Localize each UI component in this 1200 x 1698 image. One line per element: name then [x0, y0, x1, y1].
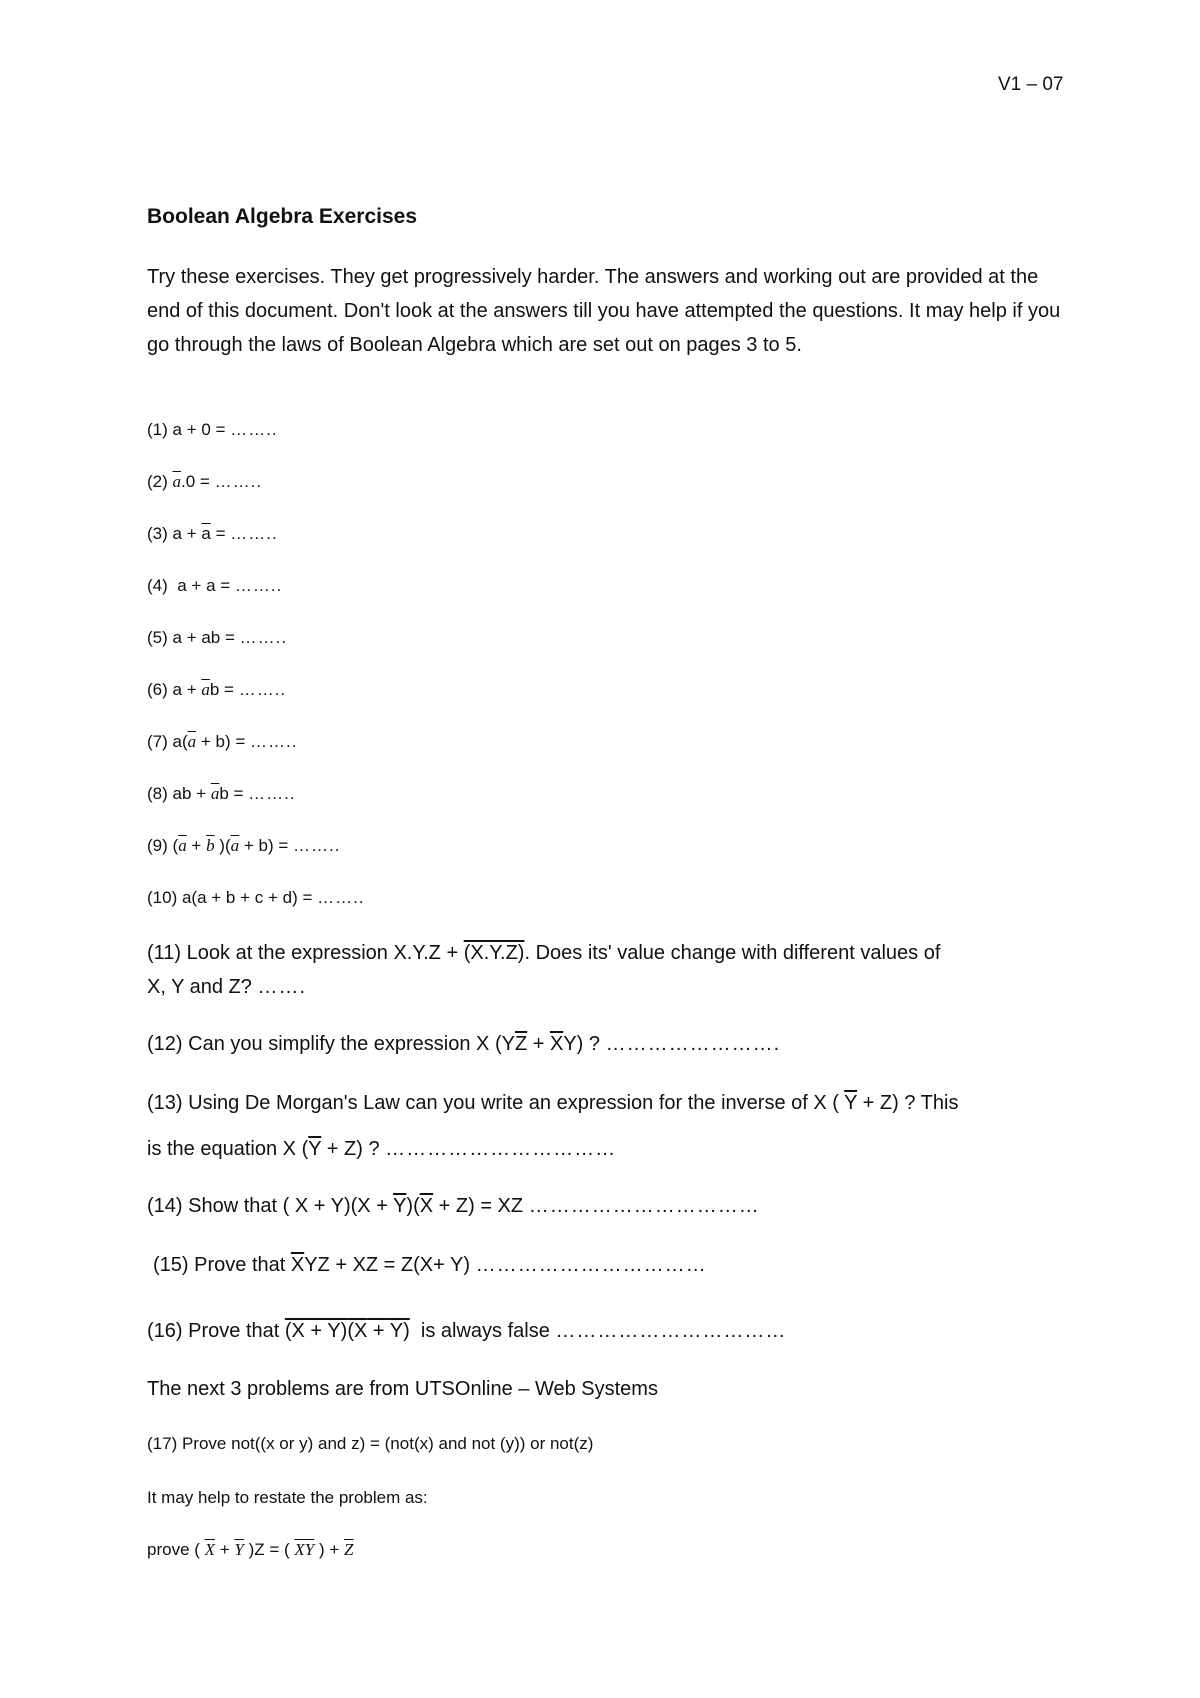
exercise-number: (13): [147, 1092, 183, 1114]
exercise-number: (17): [147, 1434, 178, 1453]
answer-blank: ……………………………: [475, 1254, 707, 1276]
restate-note: It may help to restate the problem as:: [147, 1488, 428, 1507]
exercise-number: (10): [147, 888, 178, 907]
expr-part: +: [186, 836, 207, 855]
version-label: V1 – 07: [998, 74, 1064, 95]
exercise-expression: not((x or y) and z) = (not(x) and not (y)) or not(z): [231, 1434, 594, 1453]
x-bar: $\overline{X}$: [290, 1254, 305, 1276]
exercise-7: [147, 732, 297, 752]
answer-blank: ……..: [239, 628, 288, 647]
exercise-expression: a(: [172, 732, 188, 751]
exercise-text: Prove: [181, 1434, 227, 1453]
exercise-expression-rest: + b) =: [196, 732, 246, 751]
exercise-text: Prove that: [188, 1320, 280, 1342]
expr-part: + Z) ?: [321, 1138, 380, 1160]
b-bar: $\overline{b}$: [206, 836, 215, 855]
expr-part: +: [215, 1540, 235, 1559]
answer-blank: ……..: [230, 420, 278, 439]
next-problems-note: The next 3 problems are from UTSOnline – Web Systems: [147, 1378, 658, 1400]
exercise-number: (3): [147, 524, 168, 543]
exercise-10: [147, 888, 365, 908]
exercise-9: [147, 836, 340, 856]
exercise-expression: X.Y.Z +: [393, 942, 459, 964]
y-bar: $\overline{Y}$: [234, 1540, 244, 1559]
answer-blank: ……..: [230, 524, 278, 543]
exercise-6: [147, 680, 286, 700]
answer-blank: ……..: [250, 732, 298, 751]
expr-bar: (X + Y): [347, 1320, 410, 1342]
xy-bar: $\overline{XY}$: [294, 1540, 315, 1559]
expr-part: +: [367, 1320, 390, 1342]
exercise-expression-rest: =: [215, 524, 226, 543]
exercise-text: Look at the expression: [186, 942, 388, 964]
exercise-17: [147, 1434, 593, 1454]
page-title: Boolean Algebra Exercises: [147, 205, 418, 228]
exercise-expression-rest: b =: [219, 784, 244, 803]
expr-part: (: [172, 836, 179, 855]
y-bar: $\overline{Y}$: [308, 1138, 322, 1160]
exercise-text-tail: is always false: [420, 1320, 550, 1342]
exercise-expression: a +: [172, 680, 197, 699]
z-bar: $\overline{Z}$: [514, 1033, 528, 1055]
exercise-15: [153, 1254, 707, 1277]
answer-blank: ……..: [292, 836, 341, 855]
x-bar: X: [353, 1320, 368, 1342]
expr-part: ) +: [314, 1540, 345, 1559]
answer-blank: ……………………………: [555, 1320, 787, 1342]
x-bar: $\overline{X}$: [549, 1033, 564, 1055]
exercise-4: [147, 576, 282, 596]
expr-part: + Z) = XZ: [433, 1195, 524, 1217]
expr-bar: (X.Y.Z): [463, 942, 525, 964]
exercise-expression: a(a + b + c + d) =: [181, 888, 313, 907]
y-bar: Y: [389, 1320, 404, 1342]
expr-part: +: [527, 1033, 550, 1055]
exercise-13: [147, 1092, 958, 1115]
y-bar: $\overline{Y}$: [393, 1195, 407, 1217]
a-bar: $\overline{a}$: [201, 680, 210, 699]
prove-statement: [147, 1540, 354, 1560]
exercise-11-line2: [147, 976, 306, 999]
exercise-expression: .0 =: [181, 472, 210, 491]
exercise-1: [147, 420, 278, 440]
x-bar: $\overline{X}$: [419, 1195, 434, 1217]
exercise-number: (8): [147, 784, 168, 803]
a-bar: $\overline{a}$: [201, 524, 211, 543]
exercise-13-line2: [147, 1138, 616, 1161]
expr-bar: (X + Y): [284, 1320, 348, 1342]
answer-blank: ……..: [214, 472, 263, 491]
exercise-2: [147, 472, 262, 492]
exercise-3: [147, 524, 278, 544]
exercise-text: is the equation: [147, 1138, 278, 1160]
expr-part: Y) ?: [563, 1033, 600, 1055]
exercise-number: (6): [147, 680, 168, 699]
exercise-number: (11): [147, 942, 182, 964]
exercise-expression: ab +: [172, 784, 207, 803]
x-bar: $\overline{X}$: [204, 1540, 216, 1559]
answer-blank: ……..: [248, 784, 296, 803]
expr-part: + b) =: [239, 836, 289, 855]
exercise-number: (15): [153, 1254, 189, 1276]
a-bar: $\overline{a}$: [172, 472, 182, 491]
answer-blank: ……..: [234, 576, 283, 595]
a-bar: $\overline{a}$: [187, 732, 197, 751]
exercise-11: [147, 942, 940, 965]
exercise-number: (1): [147, 420, 168, 439]
exercise-expression: a + 0 =: [172, 420, 226, 439]
z-bar: $\overline{Z}$: [344, 1540, 354, 1559]
answer-blank: ……..: [238, 680, 287, 699]
exercise-5: [147, 628, 287, 648]
exercise-number: (4): [147, 576, 168, 595]
a-bar: $\overline{a}$: [178, 836, 187, 855]
exercise-number: (12): [147, 1033, 183, 1055]
exercise-number: (14): [147, 1195, 183, 1217]
exercise-expression: a + a =: [177, 576, 231, 595]
expr-part: X (: [282, 1138, 309, 1160]
exercise-text: Prove that: [194, 1254, 286, 1276]
a-bar: $\overline{a}$: [210, 784, 220, 803]
exercise-number: (16): [147, 1320, 183, 1342]
answer-blank: …….: [257, 976, 307, 998]
answer-blank: ……………………………: [528, 1195, 760, 1217]
exercise-text: Show that ( X + Y)(X +: [188, 1195, 388, 1217]
exercise-expression: a +: [172, 524, 197, 543]
expr-part: + Z) ? This: [857, 1092, 959, 1114]
expr-part: )(: [214, 836, 231, 855]
exercise-12: [147, 1033, 780, 1056]
intro-paragraph: Try these exercises. They get progressively harder. The answers and working out are provided at the end of this document. Don't look at the answers till you have attempted the questions. It may help if you go through the laws of Boolean Algebra which are set out on pages 3 to 5.: [147, 266, 1061, 356]
exercise-text: Can you simplify the expression X (Y: [188, 1033, 515, 1055]
expr-part: )Z = (: [243, 1540, 295, 1559]
prove-word: prove: [147, 1540, 190, 1559]
exercise-number: (2): [147, 472, 168, 491]
answer-blank: ……………………………: [385, 1138, 617, 1160]
expr-part: YZ + XZ = Z(X+ Y): [304, 1254, 471, 1276]
exercise-number: (7): [147, 732, 168, 751]
expr-part: ): [403, 1320, 410, 1342]
exercise-text: X, Y and Z?: [147, 976, 252, 998]
exercise-number: (9): [147, 836, 168, 855]
exercise-text: Using De Morgan's Law can you write an expression for the inverse of X (: [188, 1092, 839, 1114]
exercise-16: [147, 1320, 786, 1343]
exercise-text-tail: . Does its' value change with different values of: [524, 942, 941, 964]
answer-blank: …………………….: [605, 1033, 781, 1055]
y-bar: $\overline{Y}$: [844, 1092, 858, 1114]
expr-part: )(: [406, 1195, 420, 1217]
exercise-number: (5): [147, 628, 168, 647]
exercise-14: [147, 1195, 760, 1218]
answer-blank: ……..: [317, 888, 365, 907]
exercise-expression: a + ab =: [172, 628, 235, 647]
a-bar: $\overline{a}$: [230, 836, 240, 855]
expr-part: (: [194, 1540, 205, 1559]
exercise-8: [147, 784, 296, 804]
exercise-expression-rest: b =: [209, 680, 234, 699]
